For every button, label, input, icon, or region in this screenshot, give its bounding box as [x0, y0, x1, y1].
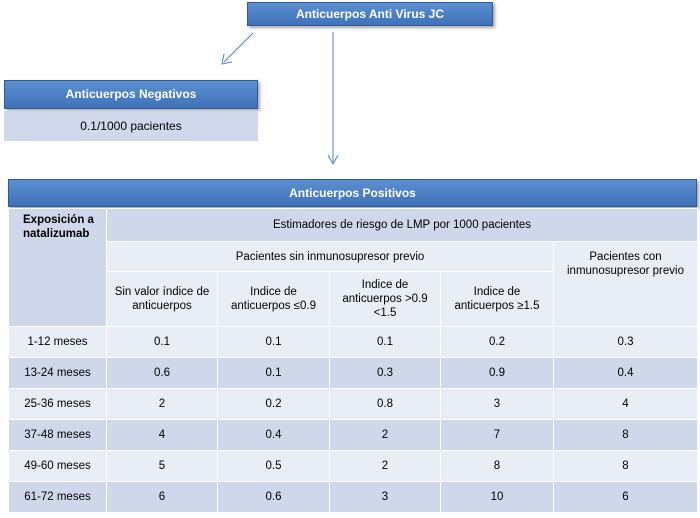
table-cell: 0.9 — [441, 358, 554, 389]
table-cell: 0.1 — [330, 327, 441, 358]
subcol-label: Indice de anticuerpos ≤0.9 — [231, 286, 316, 312]
negative-antibodies-header — [4, 80, 258, 109]
group-with-header — [554, 242, 698, 327]
table-cell: 0.5 — [218, 451, 330, 482]
table-cell: 0.1 — [218, 327, 330, 358]
group-with-label: Pacientes con inmunosupresor previo — [567, 251, 684, 277]
table-row — [9, 451, 698, 482]
estimators-header — [107, 209, 698, 242]
exposure-header — [9, 209, 107, 327]
table-cell: 0.1 — [107, 327, 218, 358]
table-cell: 2 — [330, 420, 441, 451]
table-cell: 4 — [107, 420, 218, 451]
group-without-header — [107, 242, 554, 272]
row-label: 13-24 meses — [9, 358, 107, 389]
risk-table — [8, 208, 698, 513]
table-cell: 6 — [554, 482, 698, 513]
table-cell: 4 — [554, 389, 698, 420]
subcol-label: Sin valor índice de anticuerpos — [114, 286, 210, 312]
table-cell: 3 — [441, 389, 554, 420]
subcol-header — [441, 272, 554, 327]
table-cell: 0.6 — [218, 482, 330, 513]
table-cell: 0.1 — [218, 358, 330, 389]
row-label: 25-36 meses — [9, 389, 107, 420]
negative-antibodies-title: Anticuerpos Negativos — [65, 87, 197, 101]
table-cell: 2 — [330, 451, 441, 482]
table-cell: 8 — [441, 451, 554, 482]
subcol-header — [218, 272, 330, 327]
row-label: 37-48 meses — [9, 420, 107, 451]
subcol-header — [330, 272, 441, 327]
table-row — [9, 389, 698, 420]
table-row — [9, 327, 698, 358]
table-cell: 5 — [107, 451, 218, 482]
row-label: 1-12 meses — [9, 327, 107, 358]
table-cell: 2 — [107, 389, 218, 420]
row-label: 49-60 meses — [9, 451, 107, 482]
table-row — [9, 420, 698, 451]
table-cell: 0.8 — [330, 389, 441, 420]
exposure-header-label: Exposición a natalizumab — [23, 214, 94, 240]
table-cell: 0.4 — [554, 358, 698, 389]
table-cell: 0.2 — [441, 327, 554, 358]
arrow-to-negative — [224, 33, 253, 62]
table-row — [9, 358, 698, 389]
subcol-header — [107, 272, 218, 327]
table-cell: 0.2 — [218, 389, 330, 420]
table-cell: 6 — [107, 482, 218, 513]
table-row — [9, 482, 698, 513]
table-cell: 7 — [441, 420, 554, 451]
subcol-label: Indice de anticuerpos ≥1.5 — [454, 286, 540, 312]
table-cell: 0.6 — [107, 358, 218, 389]
positive-antibodies-header — [8, 179, 697, 207]
table-cell: 0.3 — [554, 327, 698, 358]
table-cell: 10 — [441, 482, 554, 513]
table-cell: 3 — [330, 482, 441, 513]
negative-antibodies-value-cell — [4, 111, 258, 141]
group-without-label: Pacientes sin inmunosupresor previo — [235, 250, 425, 263]
row-label: 61-72 meses — [9, 482, 107, 513]
estimators-header-label: Estimadores de riesgo de LMP por 1000 pacientes — [272, 219, 532, 231]
subcol-label: Indice de anticuerpos >0.9 <1.5 — [342, 279, 428, 319]
negative-antibodies-value: 0.1/1000 pacientes — [80, 119, 182, 133]
table-cell: 8 — [554, 451, 698, 482]
anti-jc-virus-title: Anticuerpos Anti Virus JC — [295, 7, 445, 21]
table-cell: 0.3 — [330, 358, 441, 389]
table-cell: 8 — [554, 420, 698, 451]
table-cell: 0.4 — [218, 420, 330, 451]
positive-antibodies-title: Anticuerpos Positivos — [289, 186, 416, 200]
